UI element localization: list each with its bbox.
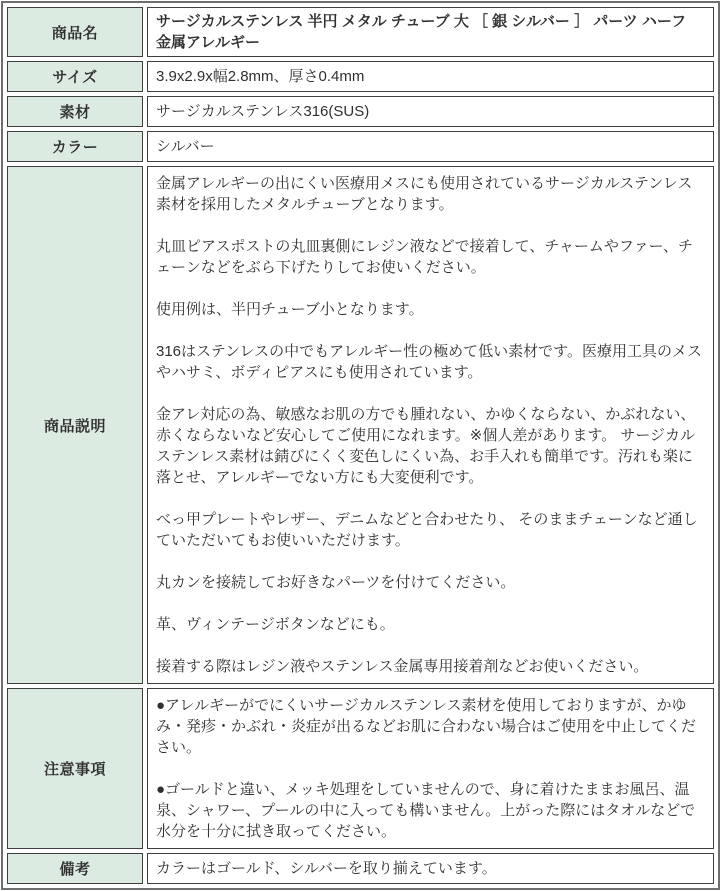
product-name-label: 商品名 <box>7 7 143 57</box>
description-paragraph: 接着する際はレジン液やステンレス金属専用接着剤などお使いください。 <box>156 658 649 675</box>
remarks-label: 備考 <box>7 853 143 884</box>
remarks-value: カラーはゴールド、シルバーを取り揃えています。 <box>147 853 714 884</box>
description-paragraph: 丸カンを接続してお好きなパーツを付けてください。 <box>156 574 516 591</box>
product-spec-table <box>1 1 720 890</box>
row-material <box>7 96 714 127</box>
precautions-paragraph: ●アレルギーがでにくいサージカルステンレス素材を使用しておりますが、かゆみ・発疹・かぶれ・炎症が出るなどお肌に合わない場合はご使用を中止してください。 <box>156 697 697 756</box>
size-value: 3.9x2.9x幅2.8mm、厚さ0.4mm <box>147 61 714 92</box>
description-value <box>147 166 714 684</box>
row-product-name <box>7 7 714 57</box>
row-remarks <box>7 853 714 884</box>
color-label: カラー <box>7 131 143 162</box>
product-name-value: サージカルステンレス 半円 メタル チューブ 大 ［ 銀 シルバー ］ パーツ ハーフ 金属アレルギー <box>147 7 714 57</box>
description-paragraph: 金属アレルギーの出にくい医療用メスにも使用されているサージカルステンレス素材を採用したメタルチューブとなります。 <box>156 175 693 213</box>
description-paragraph: 使用例は、半円チューブ小となります。 <box>156 301 424 318</box>
row-color <box>7 131 714 162</box>
description-paragraph: べっ甲プレートやレザー、デニムなどと合わせたり、 そのままチェーンなど通していただいてもお使いいただけます。 <box>156 511 698 549</box>
row-precautions <box>7 688 714 849</box>
precautions-label: 注意事項 <box>7 688 143 849</box>
row-size <box>7 61 714 92</box>
material-label: 素材 <box>7 96 143 127</box>
precautions-value <box>147 688 714 849</box>
description-paragraph: 丸皿ピアスポストの丸皿裏側にレジン液などで接着して、チャームやファー、チェーンなどをぶら下げたりしてお使いください。 <box>156 238 694 276</box>
precautions-paragraph: ●ゴールドと違い、メッキ処理をしていませんので、身に着けたままお風呂、温泉、シャワー、プールの中に入っても構いません。上がった際にはタオルなどで水分を十分に拭き取ってください。 <box>156 781 696 840</box>
description-label: 商品説明 <box>7 166 143 684</box>
description-paragraph: 316はステンレスの中でもアレルギー性の極めて低い素材です。医療用工具のメスやハサミ、ボディピアスにも使用されています。 <box>156 343 702 381</box>
size-label: サイズ <box>7 61 143 92</box>
material-value: サージカルステンレス316(SUS) <box>147 96 714 127</box>
description-paragraph: 金アレ対応の為、敏感なお肌の方でも腫れない、かゆくならない、かぶれない、赤くならないなど安心してご使用になれます。※個人差があります。 サージカルステンレス素材は錆びにくく変色しにくい為、お手入れも簡単です。汚れも楽に落とせ、アレルギーでない方にも大変便利です。 <box>156 406 696 486</box>
row-description <box>7 166 714 684</box>
description-paragraph: 革、ヴィンテージボタンなどにも。 <box>156 616 395 633</box>
color-value: シルバー <box>147 131 714 162</box>
